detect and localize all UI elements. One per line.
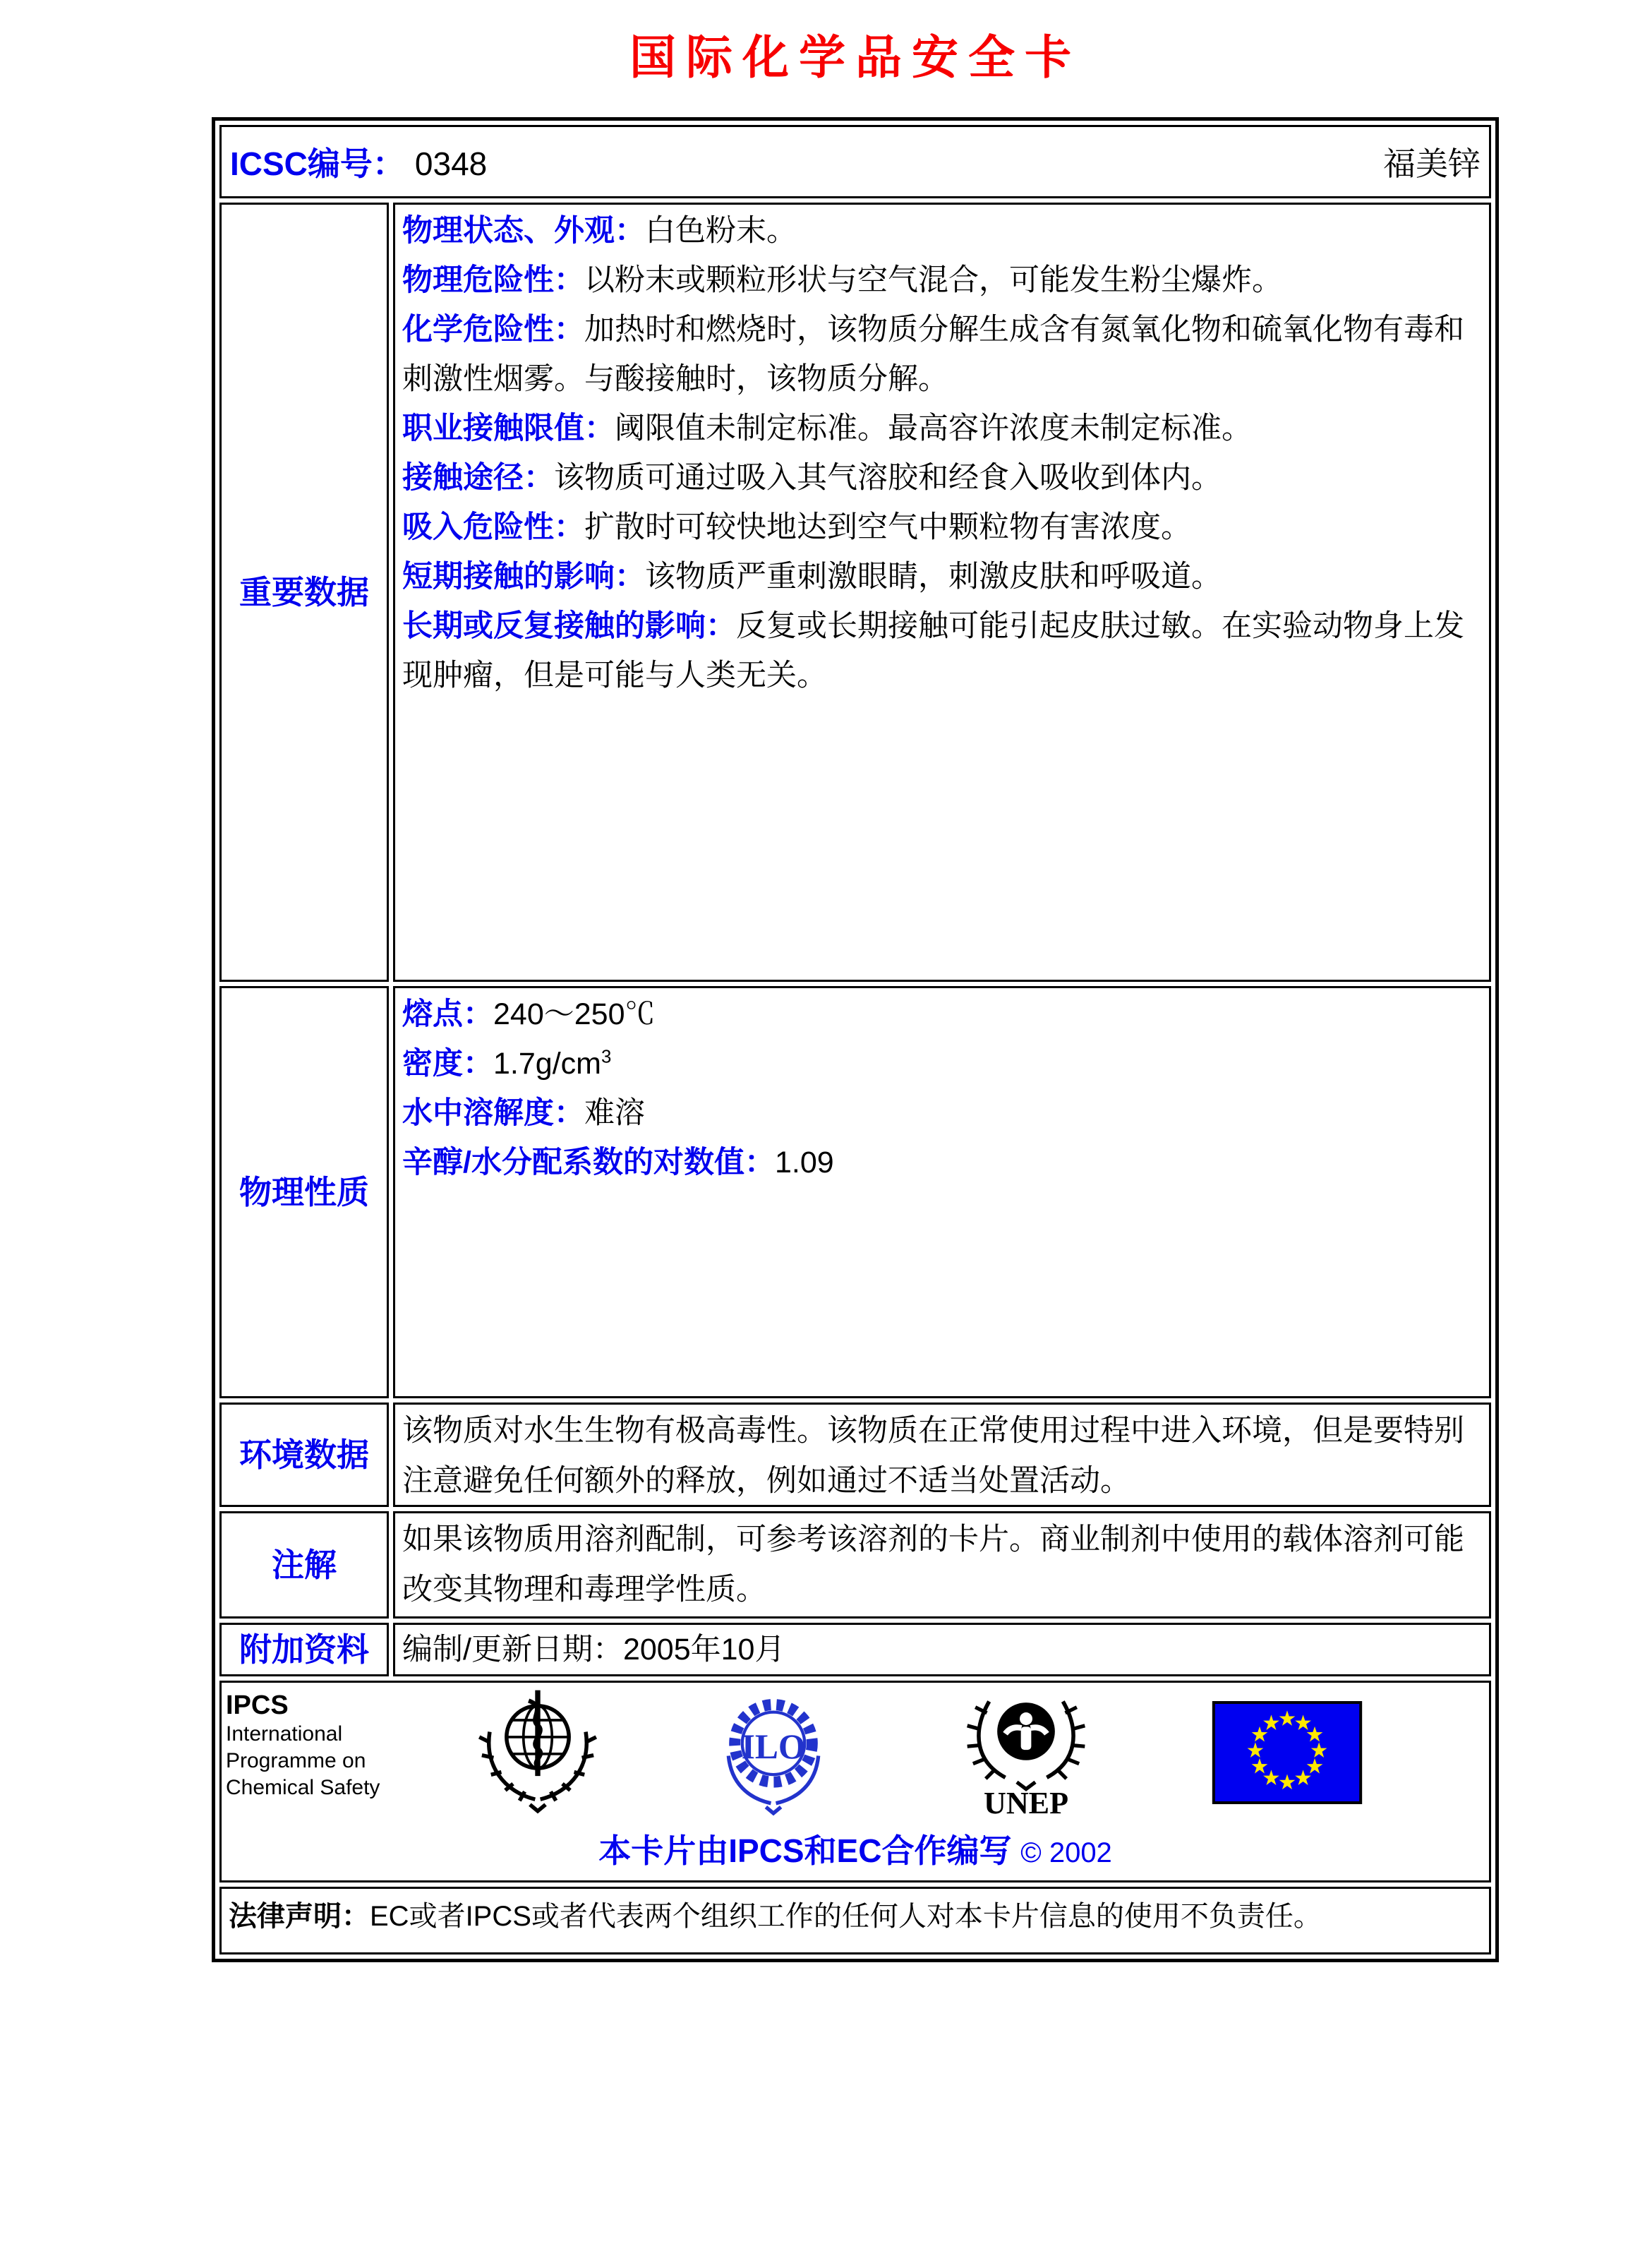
physical-properties-content [393,986,1491,1398]
field-value: 白色粉末。 [645,214,797,248]
unep-logo-icon [957,1684,1095,1822]
physical-properties-row [219,986,1491,1398]
field-label: 水中溶解度： [402,1096,584,1130]
field-value-superscript: 3 [601,1047,612,1067]
important-data-item [402,601,1482,700]
important-data-item [402,503,1482,552]
field-value: 加热时和燃烧时，该物质分解生成含有氮氧化物和硫氧化物有毒和刺激性烟雾。与酸接触时，该物质分解。 [402,313,1464,396]
field-value: 反复或长期接触可能引起皮肤过敏。在实验动物身上发现肿瘤，但是可能与人类无关。 [402,609,1464,692]
unep-label: UNEP [983,1785,1069,1820]
copyright-text: © 2002 [1020,1837,1112,1868]
legal-notice-text: EC或者IPCS或者代表两个组织工作的任何人对本卡片信息的使用不负责任。 [370,1901,1322,1932]
field-label: 长期或反复接触的影响： [402,609,736,643]
notes-row [219,1511,1491,1619]
important-data-row-label: 重要数据 [219,203,389,982]
physical-property-item [402,1039,1482,1088]
ilo-logo-icon [710,1688,837,1818]
important-data-item [402,552,1482,601]
ipcs-subtitle-line: Chemical Safety [226,1776,380,1799]
important-data-row [219,203,1491,982]
credit-text: 本卡片由IPCS和EC合作编写 [598,1832,1012,1869]
credit-line [222,1825,1489,1872]
icsc-number-group [230,138,487,185]
field-value: 阈限值未制定标准。最高容许浓度未制定标准。 [615,412,1252,445]
chemical-name: 福美锌 [1383,145,1481,182]
additional-info-row [219,1623,1491,1676]
important-data-item [402,305,1482,404]
important-data-item [402,453,1482,503]
field-value: 该物质严重刺激眼睛，刺激皮肤和呼吸道。 [645,560,1222,594]
additional-info-content: 编制/更新日期：2005年10月 [393,1623,1491,1676]
field-label: 物理状态、外观： [402,214,645,248]
important-data-content [393,203,1491,982]
legal-notice-label: 法律声明： [229,1901,370,1932]
svg-text:ILO: ILO [741,1727,806,1767]
important-data-item [402,206,1482,256]
physical-property-item [402,1138,1482,1187]
field-value: 该物质可通过吸入其气溶胶和经食入吸收到体内。 [554,461,1222,495]
field-label: 密度： [402,1047,493,1081]
ipcs-subtitle-line: Programme on [226,1749,366,1772]
field-label: 物理危险性： [402,263,584,297]
field-label: 吸入危险性： [402,510,584,544]
eu-flag-icon [1210,1701,1365,1804]
additional-info-row-label: 附加资料 [219,1623,389,1676]
field-label: 辛醇/水分配系数的对数值： [402,1146,775,1179]
field-label: 化学危险性： [402,313,584,347]
physical-property-item [402,1088,1482,1138]
notes-row-label: 注解 [219,1511,389,1619]
who-logo-icon [473,1684,603,1821]
field-value: 难溶 [584,1096,645,1130]
icsc-number-label: ICSC编号： [230,145,405,182]
important-data-item [402,256,1482,305]
field-label: 职业接触限值： [402,412,615,445]
safety-card-table [212,117,1499,1962]
physical-property-item [402,990,1482,1039]
field-value: 以粉末或颗粒形状与空气混合，可能发生粉尘爆炸。 [584,263,1282,297]
important-data-item [402,404,1482,453]
field-label: 熔点： [402,997,493,1031]
environmental-data-row [219,1403,1491,1507]
page-title: 国际化学品安全卡 [629,31,1081,83]
field-value: 240～250℃ [493,997,656,1031]
legal-notice-row [219,1887,1491,1954]
physical-properties-row-label: 物理性质 [219,986,389,1398]
ipcs-title: IPCS [226,1691,289,1720]
notes-content: 如果该物质用溶剂配制，可参考该溶剂的卡片。商业制剂中使用的载体溶剂可能改变其物理和毒理学性质。 [393,1511,1491,1619]
field-value: 1.7g/cm [493,1047,601,1081]
field-value: 扩散时可较快地达到空气中颗粒物有害浓度。 [584,510,1191,544]
header-row [219,125,1491,198]
environmental-data-content: 该物质对水生生物有极高毒性。该物质在正常使用过程中进入环境，但是要特别注意避免任何额外的释放，例如通过不适当处置活动。 [393,1403,1491,1507]
icsc-number-value: 0348 [414,145,488,182]
ipcs-text-block [226,1690,380,1801]
field-label: 接触途径： [402,461,554,495]
organizations-footer [219,1681,1491,1882]
environmental-data-row-label: 环境数据 [219,1403,389,1507]
field-value: 1.09 [774,1146,834,1179]
ipcs-subtitle-line: International [226,1722,343,1746]
field-label: 短期接触的影响： [402,560,645,594]
